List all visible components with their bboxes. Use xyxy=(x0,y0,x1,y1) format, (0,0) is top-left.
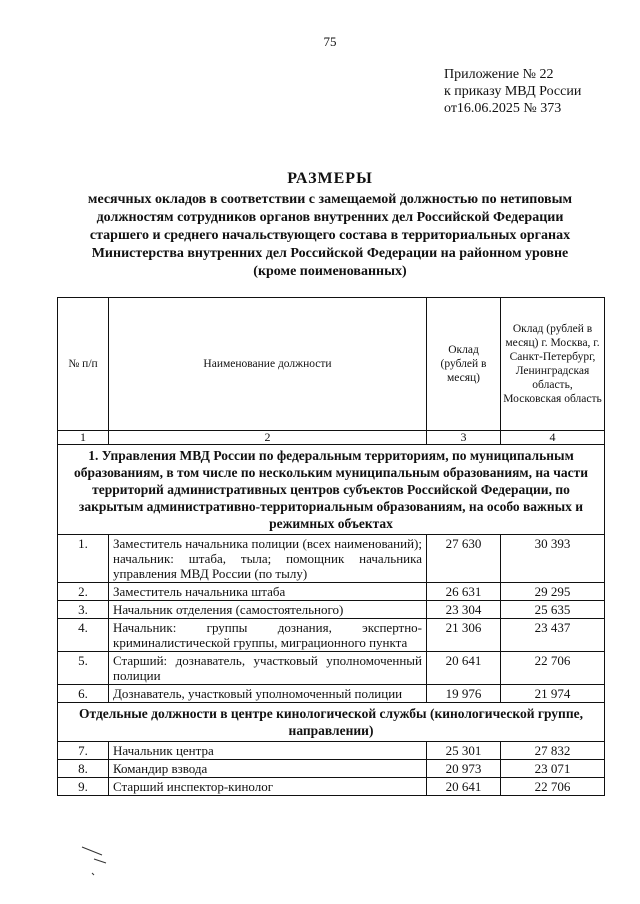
row-number: 3. xyxy=(58,601,109,619)
row-number: 9. xyxy=(58,778,109,796)
row-number: 7. xyxy=(58,742,109,760)
row-number: 8. xyxy=(58,760,109,778)
title-line: Министерства внутренних дел Российской Федерации на районном уровне xyxy=(91,246,569,261)
salary-table xyxy=(57,297,605,796)
salary-value: 20 973 xyxy=(427,760,501,778)
salary-value: 25 301 xyxy=(427,742,501,760)
table-row xyxy=(58,535,605,583)
header-salary-msk: Оклад (рублей в месяц) г. Москва, г. Санкт-Петербург, Ленинградская область, Московская область xyxy=(501,298,605,431)
column-number: 3 xyxy=(427,431,501,445)
row-number: 5. xyxy=(58,652,109,685)
row-number: 2. xyxy=(58,583,109,601)
salary-value: 23 304 xyxy=(427,601,501,619)
position-name: Начальник центра xyxy=(109,742,427,760)
appendix-block xyxy=(444,66,634,117)
section-title: 1. Управления МВД России по федеральным территориям, по муниципальным образованиям, в том числе по нескольким муниципальным образованиям, на части территорий административных центров субъектов Российской Федерации, по закрытым административно-территориальным образованиям, на особо важных и режимных объектах xyxy=(58,445,605,535)
document-title xyxy=(40,170,620,281)
header-name: Наименование должности xyxy=(109,298,427,431)
table-row xyxy=(58,601,605,619)
title-line: должностям сотрудников органов внутренних дел Российской Федерации xyxy=(96,210,564,225)
section-row xyxy=(58,445,605,535)
position-name: Командир взвода xyxy=(109,760,427,778)
column-number: 4 xyxy=(501,431,605,445)
position-name: Начальник отделения (самостоятельного) xyxy=(109,601,427,619)
table-row xyxy=(58,619,605,652)
column-numbers-row xyxy=(58,431,605,445)
position-name: Дознаватель, участковый уполномоченный полиции xyxy=(109,685,427,703)
row-number: 6. xyxy=(58,685,109,703)
salary-msk-value: 30 393 xyxy=(501,535,605,583)
table-row xyxy=(58,583,605,601)
table-row xyxy=(58,685,605,703)
table-row xyxy=(58,652,605,685)
title-line: месячных окладов в соответствии с замещаемой должностью по нетиповым xyxy=(87,192,573,207)
salary-value: 21 306 xyxy=(427,619,501,652)
column-number: 1 xyxy=(58,431,109,445)
salary-msk-value: 23 437 xyxy=(501,619,605,652)
salary-msk-value: 25 635 xyxy=(501,601,605,619)
salary-msk-value: 23 071 xyxy=(501,760,605,778)
page-number: 75 xyxy=(323,34,337,49)
salary-msk-value: 22 706 xyxy=(501,778,605,796)
salary-value: 20 641 xyxy=(427,778,501,796)
salary-msk-value: 21 974 xyxy=(501,685,605,703)
position-name: Заместитель начальника полиции (всех наименований); начальник: штаба, тыла; помощник начальника управления МВД России (по тылу) xyxy=(109,535,427,583)
title-main: РАЗМЕРЫ xyxy=(287,170,373,187)
salary-value: 19 976 xyxy=(427,685,501,703)
column-number: 2 xyxy=(109,431,427,445)
appendix-date: от16.06.2025 № 373 xyxy=(444,101,562,116)
salary-value: 26 631 xyxy=(427,583,501,601)
position-name: Начальник: группы дознания, экспертно-криминалистической группы, миграционного пункта xyxy=(109,619,427,652)
table-row xyxy=(58,760,605,778)
section-title: Отдельные должности в центре кинологической службы (кинологической группе, направлении) xyxy=(58,703,605,742)
row-number: 1. xyxy=(58,535,109,583)
position-name: Старший инспектор-кинолог xyxy=(109,778,427,796)
header-num: № п/п xyxy=(58,298,109,431)
salary-value: 20 641 xyxy=(427,652,501,685)
title-line: старшего и среднего начальствующего состава в территориальных органах xyxy=(89,228,571,243)
position-name: Заместитель начальника штаба xyxy=(109,583,427,601)
salary-msk-value: 29 295 xyxy=(501,583,605,601)
table-row xyxy=(58,742,605,760)
appendix-order: к приказу МВД России xyxy=(444,84,582,99)
table-header-row xyxy=(58,298,605,431)
salary-msk-value: 22 706 xyxy=(501,652,605,685)
table-row xyxy=(58,778,605,796)
header-salary: Оклад (рублей в месяц) xyxy=(427,298,501,431)
section-row xyxy=(58,703,605,742)
scan-mark xyxy=(80,845,140,885)
appendix-title: Приложение № 22 xyxy=(444,67,554,82)
row-number: 4. xyxy=(58,619,109,652)
salary-msk-value: 27 832 xyxy=(501,742,605,760)
position-name: Старший: дознаватель, участковый уполномоченный полиции xyxy=(109,652,427,685)
title-line: (кроме поименованных) xyxy=(253,264,407,279)
salary-value: 27 630 xyxy=(427,535,501,583)
